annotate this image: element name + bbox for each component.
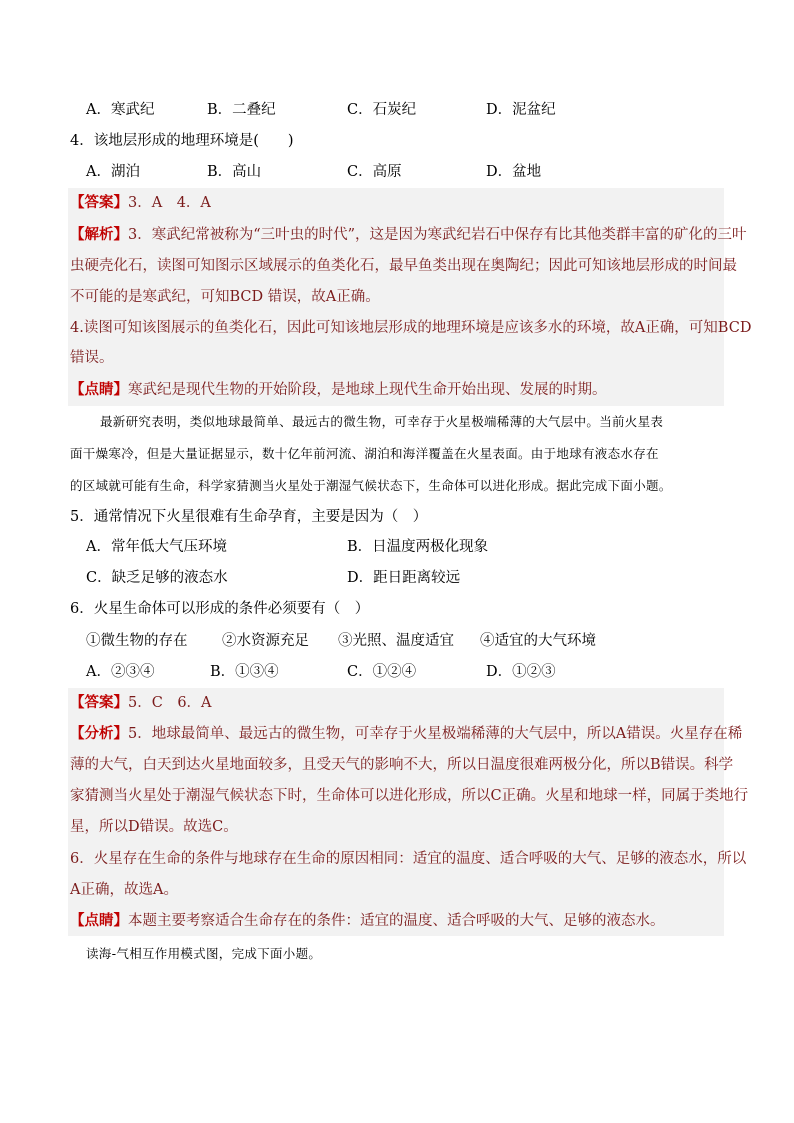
- passage-line-3: 的区域就可能有生命，科学家猜测当火星处于潮湿气候状态下，生命体可以进化形成。据此完成下面小题。: [70, 478, 672, 493]
- q6-item-1: ①微生物的存在: [86, 633, 188, 649]
- answer-2: [70, 693, 212, 713]
- analysis-2-line-1: 【分析】5．地球最简单、最远古的微生物，可幸存于火星极端稀薄的大气层中，所以A错误。火星存在稀: [70, 725, 743, 742]
- q4-option-d: D．盆地: [486, 164, 542, 180]
- analysis-1-line-4: 4.读图可知该图展示的鱼类化石，因此可知该地层形成的地理环境是应该多水的环境，故A正确，可知BCD: [70, 320, 752, 336]
- passage-line-2: 面干燥寒冷，但是大量证据显示，数十亿年前河流、湖泊和海洋覆盖在火星表面。由于地球有液态水存在: [70, 446, 659, 461]
- q6-option-a: A．②③④: [86, 664, 155, 680]
- analysis-1-line-2: 虫硬壳化石，读图可知图示区域展示的鱼类化石，最早鱼类出现在奥陶纪；因此可知该地层形成的时间最: [70, 258, 737, 274]
- q6-option-c: C．①②④: [347, 664, 417, 680]
- comment-tag: 【点睛】: [70, 912, 128, 929]
- q4-stem: 4．该地层形成的地理环境是( ): [70, 133, 294, 149]
- comment-2: 【点睛】本题主要考察适合生命存在的条件：适宜的温度、适合呼吸的大气、足够的液态水。: [70, 912, 665, 929]
- q5-option-b: B．日温度两极化现象: [347, 539, 489, 555]
- comment-1: 【点睛】寒武纪是现代生物的开始阶段，是地球上现代生命开始出现、发展的时期。: [70, 381, 607, 398]
- q6-option-b: B．①③④: [210, 664, 279, 680]
- q3-option-d: D．泥盆纪: [486, 102, 556, 118]
- q6-item-3: ③光照、温度适宜: [338, 633, 454, 649]
- q5-option-d: D．距日距离较远: [347, 570, 461, 586]
- analysis-2-line-5: 6．火星存在生命的条件与地球存在生命的原因相同：适宜的温度、适合呼吸的大气、足够的液态水，所以: [70, 851, 747, 867]
- answer-text: 5．C 6．A: [128, 695, 212, 711]
- q6-option-d: D．①②③: [486, 664, 556, 680]
- answer-text: 3．A 4．A: [128, 195, 211, 211]
- q3-option-c: C．石炭纪: [347, 102, 417, 118]
- q3-option-b: B．二叠纪: [207, 102, 276, 118]
- q6-item-2: ②水资源充足: [222, 633, 309, 649]
- passage-line-1: 最新研究表明，类似地球最简单、最远古的微生物，可幸存于火星极端稀薄的大气层中。当前火星表: [100, 414, 664, 429]
- q5-option-a: A．常年低大气压环境: [86, 539, 227, 555]
- comment-tag: 【点睛】: [70, 381, 128, 398]
- q4-option-c: C．高原: [347, 164, 402, 180]
- answer-1: [70, 193, 211, 213]
- analysis-1-line-5: 错误。: [70, 350, 114, 366]
- q3-option-a: A．寒武纪: [86, 102, 155, 118]
- analysis-tag: 【分析】: [70, 725, 128, 742]
- analysis-1-line-1: 【解析】3．寒武纪常被称为“三叶虫的时代”，这是因为寒武纪岩石中保存有比其他类群丰富的矿化的三叶: [70, 226, 747, 243]
- q4-option-a: A．湖泊: [86, 164, 140, 180]
- answer-tag: 【答案】: [70, 694, 128, 711]
- q6-item-4: ④适宜的大气环境: [480, 633, 596, 649]
- q5-stem: 5．通常情况下火星很难有生命孕育，主要是因为（ ）: [70, 509, 428, 525]
- analysis-2-line-3: 家猜测当火星处于潮湿气候状态下时，生命体可以进化形成，所以C正确。火星和地球一样，同属于类地行: [70, 788, 749, 804]
- analysis-1-line-3: 不可能的是寒武纪，可知BCD 错误，故A正确。: [70, 289, 380, 305]
- answer-tag: 【答案】: [70, 194, 128, 211]
- analysis-tag: 【解析】: [70, 226, 128, 243]
- analysis-2-line-2: 薄的大气，白天到达火星地面较多，且受天气的影响不大，所以日温度很难两极分化，所以B错误。科学: [70, 757, 734, 773]
- analysis-2-line-4: 星，所以D错误。故选C。: [70, 819, 238, 835]
- next-section-intro: 读海-气相互作用模式图，完成下面小题。: [86, 946, 322, 961]
- q4-option-b: B．高山: [207, 164, 262, 180]
- q6-stem: 6．火星生命体可以形成的条件必须要有（ ）: [70, 601, 370, 617]
- q5-option-c: C．缺乏足够的液态水: [86, 570, 228, 586]
- analysis-2-line-6: A正确，故选A。: [70, 882, 178, 898]
